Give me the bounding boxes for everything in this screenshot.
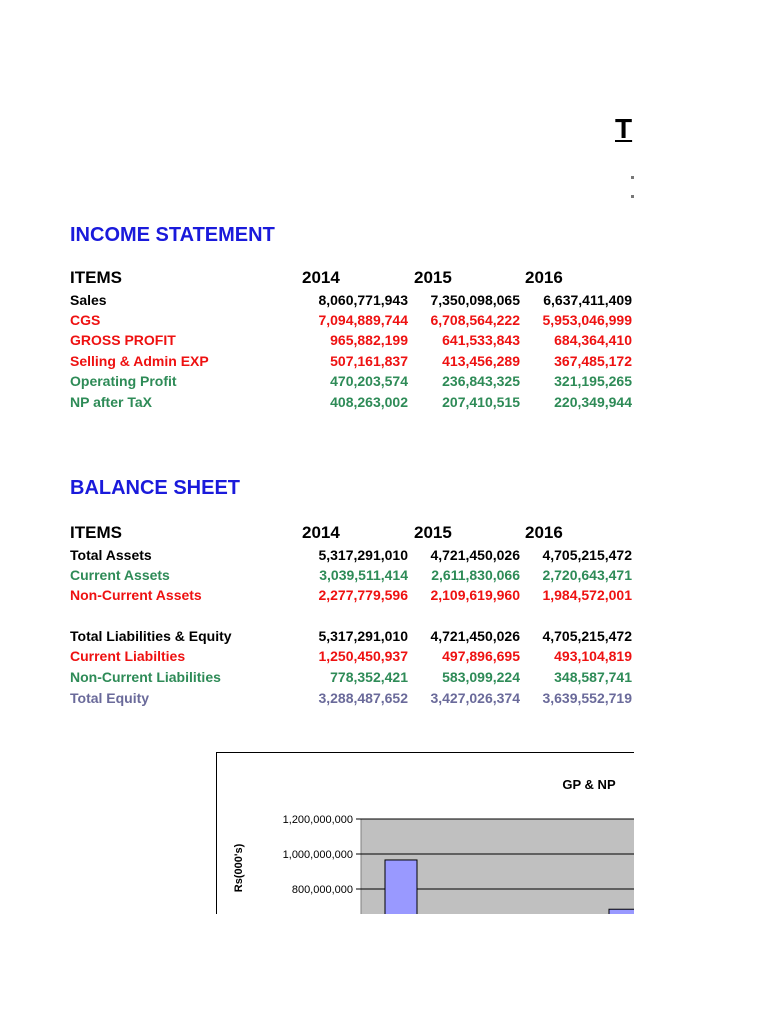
bar-2014	[385, 860, 417, 914]
cell-value: 641,533,843	[442, 332, 520, 348]
cell-value: 5,953,046,999	[542, 312, 632, 328]
row-label: Selling & Admin EXP	[70, 353, 209, 369]
year-header: 2015	[414, 268, 452, 287]
row-label: Sales	[70, 292, 107, 308]
cell-value: 4,721,450,026	[430, 628, 520, 644]
cell-value: 965,882,199	[330, 332, 408, 348]
cell-value: 367,485,172	[554, 353, 632, 369]
cell-value: 2,720,643,471	[542, 567, 632, 583]
bar-2016	[609, 909, 634, 914]
cell-value: 497,896,695	[442, 648, 520, 664]
row-label: Non-Current Liabilities	[70, 669, 221, 685]
row-label: Operating Profit	[70, 373, 177, 389]
balance-row-total-assets	[70, 545, 632, 565]
y-tick-label: 1,000,000,000	[282, 849, 353, 861]
balance-row-non-current-assets	[70, 585, 632, 605]
cell-value: 4,705,215,472	[542, 628, 632, 644]
items-header: ITEMS	[70, 268, 122, 287]
row-label: Current Assets	[70, 567, 170, 583]
cutoff-mark	[631, 176, 634, 179]
cell-value: 5,317,291,010	[318, 547, 408, 563]
year-header: 2014	[302, 523, 340, 542]
cell-value: 207,410,515	[442, 394, 520, 410]
cell-value: 583,099,224	[442, 669, 520, 685]
cell-value: 408,263,002	[330, 394, 408, 410]
cell-value: 6,708,564,222	[430, 312, 520, 328]
income-header-row	[70, 267, 632, 289]
balance-row-current-liabilities	[70, 646, 632, 666]
income-row-cgs	[70, 310, 632, 330]
cell-value: 413,456,289	[442, 353, 520, 369]
cell-value: 5,317,291,010	[318, 628, 408, 644]
row-label: Current Liabilties	[70, 648, 186, 664]
income-row-gross-profit	[70, 330, 632, 350]
chart-svg	[217, 753, 634, 914]
cell-value: 8,060,771,943	[318, 292, 408, 308]
cell-value: 778,352,421	[330, 669, 408, 685]
cell-value: 321,195,265	[554, 373, 632, 389]
income-row-selling-admin	[70, 351, 632, 371]
income-row-np-after-tax	[70, 392, 632, 412]
cell-value: 3,639,552,719	[542, 690, 632, 706]
row-label: Total Equity	[70, 690, 150, 706]
cell-value: 507,161,837	[330, 353, 408, 369]
cell-value: 3,288,487,652	[318, 690, 408, 706]
cell-value: 7,350,098,065	[430, 292, 520, 308]
row-label: CGS	[70, 312, 101, 328]
cell-value: 236,843,325	[442, 373, 520, 389]
cell-value: 220,349,944	[554, 394, 632, 410]
cutoff-mark	[631, 195, 634, 198]
row-label: GROSS PROFIT	[70, 332, 176, 348]
row-label: NP after TaX	[70, 394, 152, 410]
year-header: 2014	[302, 268, 340, 287]
balance-row-current-assets	[70, 565, 632, 585]
balance-row-total-equity	[70, 688, 632, 708]
cell-value: 4,705,215,472	[542, 547, 632, 563]
cell-value: 6,637,411,409	[543, 292, 632, 308]
balance-header-row	[70, 522, 632, 544]
income-statement-heading: INCOME STATEMENT	[70, 224, 275, 246]
chart-title: GP & NP	[562, 777, 616, 792]
y-tick-label: 1,200,000,000	[282, 814, 353, 826]
page-title: T	[615, 113, 633, 144]
cell-value: 470,203,574	[330, 373, 408, 389]
balance-row-total-liabilities-equity	[70, 626, 632, 646]
cell-value: 1,984,572,001	[542, 587, 632, 603]
row-label: Non-Current Assets	[70, 587, 202, 603]
cell-value: 493,104,819	[554, 648, 632, 664]
y-axis-ticks	[283, 814, 361, 896]
cell-value: 684,364,410	[554, 332, 632, 348]
y-tick-label: 800,000,000	[291, 884, 353, 896]
income-row-sales	[70, 290, 632, 310]
y-axis-label: Rs(000's)	[233, 843, 245, 893]
gp-np-chart	[216, 752, 634, 914]
cell-value: 3,039,511,414	[319, 567, 408, 583]
cell-value: 2,277,779,596	[318, 587, 408, 603]
row-label: Total Assets	[70, 547, 152, 563]
row-label: Total Liabilities & Equity	[70, 628, 232, 644]
cell-value: 2,109,619,960	[430, 587, 520, 603]
cell-value: 2,611,830,066	[431, 567, 520, 583]
year-header: 2016	[525, 268, 563, 287]
cell-value: 3,427,026,374	[430, 690, 520, 706]
cell-value: 4,721,450,026	[430, 547, 520, 563]
year-header: 2016	[525, 523, 563, 542]
year-header: 2015	[414, 523, 452, 542]
cell-value: 1,250,450,937	[318, 648, 408, 664]
cell-value: 348,587,741	[554, 669, 632, 685]
balance-sheet-heading: BALANCE SHEET	[70, 477, 241, 499]
balance-row-non-current-liabilities	[70, 667, 632, 687]
cell-value: 7,094,889,744	[318, 312, 408, 328]
items-header: ITEMS	[70, 523, 122, 542]
income-row-operating-profit	[70, 371, 632, 391]
